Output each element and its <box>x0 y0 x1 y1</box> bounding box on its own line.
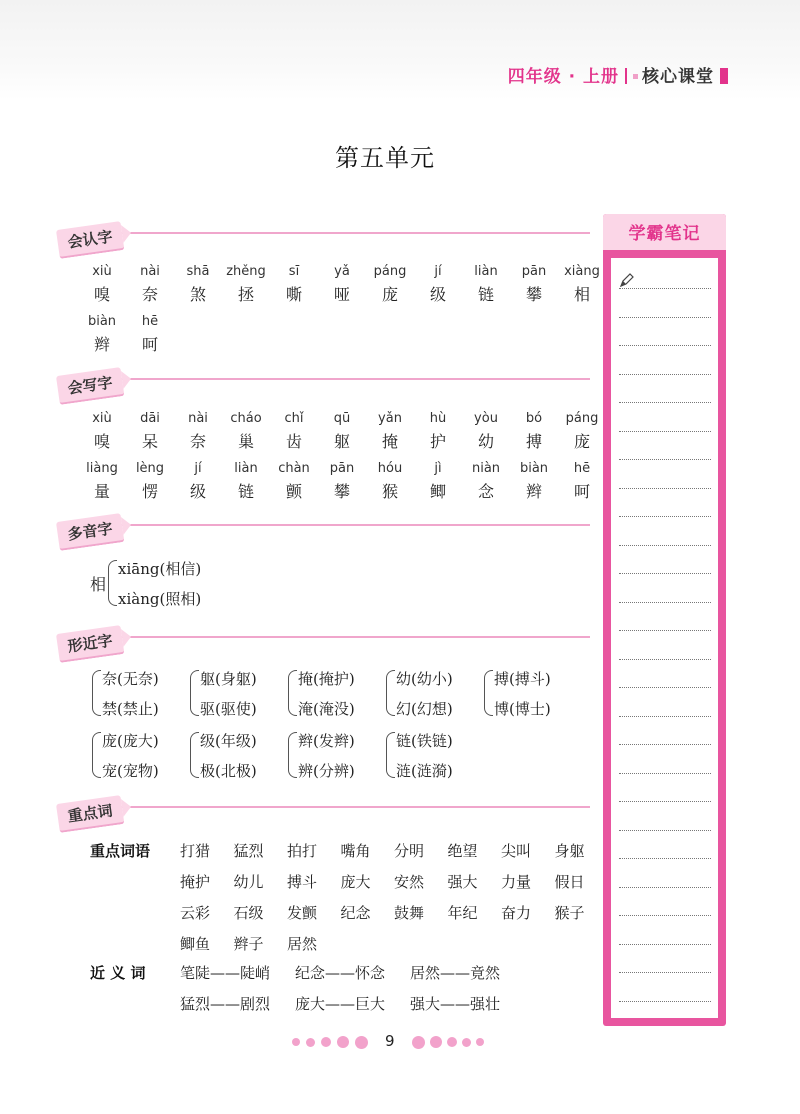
brace-icon <box>92 670 101 716</box>
pager-dot-icon <box>430 1036 442 1048</box>
hanzi: 哑 <box>333 285 350 304</box>
pinyin: xiù <box>92 264 112 279</box>
pager-dot-icon <box>462 1038 471 1047</box>
note-line <box>619 402 711 403</box>
similar-char-word: 禁(禁止) <box>102 700 159 718</box>
char-cell <box>462 461 510 502</box>
key-word: 强大 <box>447 873 478 891</box>
note-line <box>619 459 711 460</box>
section-tag-write: 会写字 <box>56 367 124 405</box>
char-cell <box>126 411 174 452</box>
similar-char-word: 链(铁链) <box>396 732 453 750</box>
pinyin: biàn <box>87 314 117 329</box>
hanzi: 呆 <box>141 432 158 451</box>
char-cell <box>558 411 606 452</box>
pinyin: páng <box>565 411 599 426</box>
pinyin: hē <box>141 314 159 329</box>
section-label: 核心课堂 <box>642 67 714 87</box>
hanzi: 愣 <box>141 482 158 501</box>
key-word: 鲫鱼 <box>180 935 211 953</box>
synonym-row <box>180 962 525 983</box>
polyphone-char: 相 <box>90 575 107 594</box>
key-words-row <box>180 840 608 861</box>
hanzi: 掩 <box>381 432 398 451</box>
pinyin: bó <box>525 411 543 426</box>
similar-char-word: 躯(身躯) <box>200 670 257 688</box>
page-indicator <box>290 1032 500 1052</box>
hanzi: 攀 <box>333 482 350 501</box>
char-cell <box>126 461 174 502</box>
section-tag-recognize: 会认字 <box>56 221 124 259</box>
note-line <box>619 431 711 432</box>
similar-char-word: 辨(分辨) <box>298 762 355 780</box>
pager-dot-icon <box>337 1036 349 1048</box>
note-line <box>619 887 711 888</box>
header-divider <box>625 68 627 84</box>
section-divider <box>62 636 590 638</box>
pinyin: zhěng <box>226 264 266 279</box>
hanzi: 幼 <box>477 432 494 451</box>
synonym-row <box>180 993 525 1014</box>
grade-label: 四年级 · 上册 <box>507 67 619 87</box>
hanzi: 拯 <box>237 285 254 304</box>
char-cell <box>414 411 462 452</box>
notes-writing-area[interactable] <box>611 258 718 1018</box>
synonym-pair: 猛烈——剧烈 <box>180 995 271 1013</box>
key-word: 庞大 <box>340 873 371 891</box>
key-word: 发颤 <box>287 904 318 922</box>
hanzi: 级 <box>429 285 446 304</box>
pinyin: nài <box>188 411 208 426</box>
section-divider <box>62 378 590 380</box>
hanzi: 链 <box>237 482 254 501</box>
note-line <box>619 944 711 945</box>
similar-char-word: 博(博士) <box>494 700 551 718</box>
square-bullet-icon <box>633 74 638 79</box>
key-word: 纪念 <box>340 904 371 922</box>
key-word: 猛烈 <box>233 842 264 860</box>
key-word: 拍打 <box>287 842 318 860</box>
char-cell <box>510 264 558 305</box>
char-cell <box>318 264 366 305</box>
char-cell <box>510 411 558 452</box>
hanzi: 呵 <box>573 482 590 501</box>
char-cell <box>174 264 222 305</box>
hanzi: 念 <box>477 482 494 501</box>
char-cell <box>222 264 270 305</box>
key-word: 安然 <box>394 873 425 891</box>
key-word: 绝望 <box>447 842 478 860</box>
hanzi: 链 <box>477 285 494 304</box>
key-word: 假日 <box>554 873 585 891</box>
hanzi: 嗅 <box>93 432 110 451</box>
pinyin: pān <box>329 461 355 476</box>
pinyin: cháo <box>230 411 262 426</box>
char-cell <box>366 264 414 305</box>
section-tag-keywords: 重点词 <box>56 795 124 833</box>
hanzi: 庞 <box>573 432 590 451</box>
key-words-label: 重点词语 <box>90 842 151 860</box>
pinyin: liàn <box>234 461 258 476</box>
key-word: 年纪 <box>447 904 478 922</box>
hanzi: 奈 <box>189 432 206 451</box>
pager-dot-icon <box>292 1038 300 1046</box>
char-cell <box>126 264 174 305</box>
pinyin: liàn <box>474 264 498 279</box>
key-word: 幼儿 <box>233 873 264 891</box>
hanzi: 齿 <box>285 432 302 451</box>
hanzi: 护 <box>429 432 446 451</box>
pinyin: hù <box>429 411 447 426</box>
page-number: 9 <box>385 1032 395 1050</box>
section-tag-similar: 形近字 <box>56 625 124 663</box>
char-cell <box>462 411 510 452</box>
pinyin: dāi <box>140 411 160 426</box>
pinyin: xiàng <box>564 264 600 279</box>
note-line <box>619 545 711 546</box>
running-header <box>508 62 728 87</box>
write-row <box>78 461 606 502</box>
note-line <box>619 630 711 631</box>
char-cell <box>222 461 270 502</box>
similar-char-word: 宠(宠物) <box>102 762 159 780</box>
note-line <box>619 374 711 375</box>
char-cell <box>318 461 366 502</box>
synonym-pair: 纪念——怀念 <box>295 964 386 982</box>
write-row <box>78 411 606 452</box>
pinyin: pān <box>521 264 547 279</box>
brace-icon <box>92 732 101 778</box>
key-words-row <box>180 871 608 892</box>
pager-dot-icon <box>306 1038 315 1047</box>
hanzi: 级 <box>189 482 206 501</box>
note-line <box>619 317 711 318</box>
key-word: 掩护 <box>180 873 211 891</box>
note-line <box>619 573 711 574</box>
key-word: 身躯 <box>554 842 585 860</box>
hanzi: 相 <box>573 285 590 304</box>
pinyin: lèng <box>135 461 165 476</box>
brace-icon <box>288 670 297 716</box>
brace-icon <box>190 732 199 778</box>
hanzi: 煞 <box>189 285 206 304</box>
hanzi: 呵 <box>141 335 158 354</box>
note-line <box>619 602 711 603</box>
brace-icon <box>386 732 395 778</box>
section-divider <box>62 524 590 526</box>
char-cell <box>318 411 366 452</box>
similar-char-word: 幼(幼小) <box>396 670 453 688</box>
note-line <box>619 915 711 916</box>
hanzi: 猴 <box>381 482 398 501</box>
pinyin: chǐ <box>284 411 304 426</box>
char-cell <box>366 411 414 452</box>
pinyin: hóu <box>377 461 403 476</box>
hanzi: 鲫 <box>429 482 446 501</box>
note-line <box>619 1001 711 1002</box>
similar-char-word: 极(北极) <box>200 762 257 780</box>
pinyin: biàn <box>519 461 549 476</box>
pager-dot-icon <box>321 1037 331 1047</box>
pinyin: yòu <box>474 411 498 426</box>
synonyms-label: 近 义 词 <box>90 964 146 982</box>
recognize-row <box>78 314 174 355</box>
hanzi: 庞 <box>381 285 398 304</box>
note-line <box>619 744 711 745</box>
char-cell <box>366 461 414 502</box>
pinyin: jí <box>434 264 442 279</box>
char-cell <box>270 411 318 452</box>
pinyin: yǎ <box>334 264 350 279</box>
pinyin: liàng <box>86 461 118 476</box>
polyphone-reading: xiāng(相信) <box>118 560 202 578</box>
key-word: 辫子 <box>233 935 264 953</box>
pinyin: niàn <box>471 461 501 476</box>
pinyin: qū <box>333 411 351 426</box>
polyphone-reading: xiàng(照相) <box>118 590 202 608</box>
char-cell <box>78 411 126 452</box>
note-line <box>619 345 711 346</box>
note-line <box>619 830 711 831</box>
char-cell <box>558 461 606 502</box>
pinyin: xiù <box>92 411 112 426</box>
pinyin: yǎn <box>378 411 402 426</box>
brace-icon <box>108 560 117 606</box>
char-cell <box>270 461 318 502</box>
header-bar-icon <box>720 68 728 84</box>
note-line <box>619 801 711 802</box>
pinyin: chàn <box>278 461 310 476</box>
section-tag-polyphone: 多音字 <box>56 513 124 551</box>
synonym-pair: 笔陡——陡峭 <box>180 964 271 982</box>
char-cell <box>174 411 222 452</box>
note-line <box>619 488 711 489</box>
similar-char-word: 涟(涟漪) <box>396 762 453 780</box>
key-words-row <box>180 902 608 923</box>
pinyin: hē <box>573 461 591 476</box>
hanzi: 奈 <box>141 285 158 304</box>
hanzi: 嗅 <box>93 285 110 304</box>
note-line <box>619 687 711 688</box>
key-words-row <box>180 933 341 954</box>
key-word: 搏斗 <box>287 873 318 891</box>
pencil-icon <box>619 272 635 288</box>
key-word: 分明 <box>394 842 425 860</box>
brace-icon <box>484 670 493 716</box>
similar-char-word: 庞(庞大) <box>102 732 159 750</box>
pinyin: nài <box>140 264 160 279</box>
hanzi: 巢 <box>237 432 254 451</box>
similar-char-word: 幻(幻想) <box>396 700 453 718</box>
pinyin: páng <box>373 264 407 279</box>
note-line <box>619 972 711 973</box>
key-word: 云彩 <box>180 904 211 922</box>
note-line <box>619 288 711 289</box>
hanzi: 量 <box>93 482 110 501</box>
note-line <box>619 516 711 517</box>
page-title: 第五单元 <box>335 144 435 172</box>
char-cell <box>270 264 318 305</box>
pager-dot-icon <box>447 1037 457 1047</box>
similar-char-word: 奈(无奈) <box>102 670 159 688</box>
hanzi: 攀 <box>525 285 542 304</box>
note-line <box>619 659 711 660</box>
key-word: 石级 <box>233 904 264 922</box>
char-cell <box>558 264 606 305</box>
notes-title: 学霸笔记 <box>628 224 701 244</box>
recognize-row <box>78 264 606 305</box>
char-cell <box>414 264 462 305</box>
similar-char-word: 辫(发辫) <box>298 732 355 750</box>
char-cell <box>462 264 510 305</box>
char-cell <box>414 461 462 502</box>
key-word: 居然 <box>287 935 318 953</box>
key-word: 奋力 <box>501 904 532 922</box>
similar-char-word: 搏(搏斗) <box>494 670 551 688</box>
brace-icon <box>386 670 395 716</box>
pinyin: jí <box>194 461 202 476</box>
note-line <box>619 716 711 717</box>
section-divider <box>62 232 590 234</box>
pinyin: shā <box>186 264 210 279</box>
note-line <box>619 858 711 859</box>
hanzi: 搏 <box>525 432 542 451</box>
similar-char-word: 掩(掩护) <box>298 670 355 688</box>
section-divider <box>62 806 590 808</box>
hanzi: 嘶 <box>285 285 302 304</box>
synonym-pair: 强大——强壮 <box>410 995 501 1013</box>
note-line <box>619 773 711 774</box>
similar-char-word: 驱(驱使) <box>200 700 257 718</box>
hanzi: 辫 <box>93 335 110 354</box>
similar-char-word: 淹(淹没) <box>298 700 355 718</box>
synonym-pair: 庞大——巨大 <box>295 995 386 1013</box>
key-word: 力量 <box>501 873 532 891</box>
char-cell <box>78 264 126 305</box>
pager-dot-icon <box>412 1036 425 1049</box>
similar-char-word: 级(年级) <box>200 732 257 750</box>
char-cell <box>126 314 174 355</box>
hanzi: 颤 <box>285 482 302 501</box>
pager-dot-icon <box>476 1038 484 1046</box>
key-word: 猴子 <box>554 904 585 922</box>
key-word: 鼓舞 <box>394 904 425 922</box>
char-cell <box>78 314 126 355</box>
hanzi: 躯 <box>333 432 350 451</box>
hanzi: 辫 <box>525 482 542 501</box>
key-word: 嘴角 <box>340 842 371 860</box>
brace-icon <box>288 732 297 778</box>
char-cell <box>174 461 222 502</box>
char-cell <box>78 461 126 502</box>
pinyin: sī <box>288 264 300 279</box>
key-word: 打猎 <box>180 842 211 860</box>
pinyin: jì <box>434 461 442 476</box>
char-cell <box>222 411 270 452</box>
pager-dot-icon <box>355 1036 368 1049</box>
key-word: 尖叫 <box>501 842 532 860</box>
char-cell <box>510 461 558 502</box>
brace-icon <box>190 670 199 716</box>
synonym-pair: 居然——竟然 <box>410 964 501 982</box>
